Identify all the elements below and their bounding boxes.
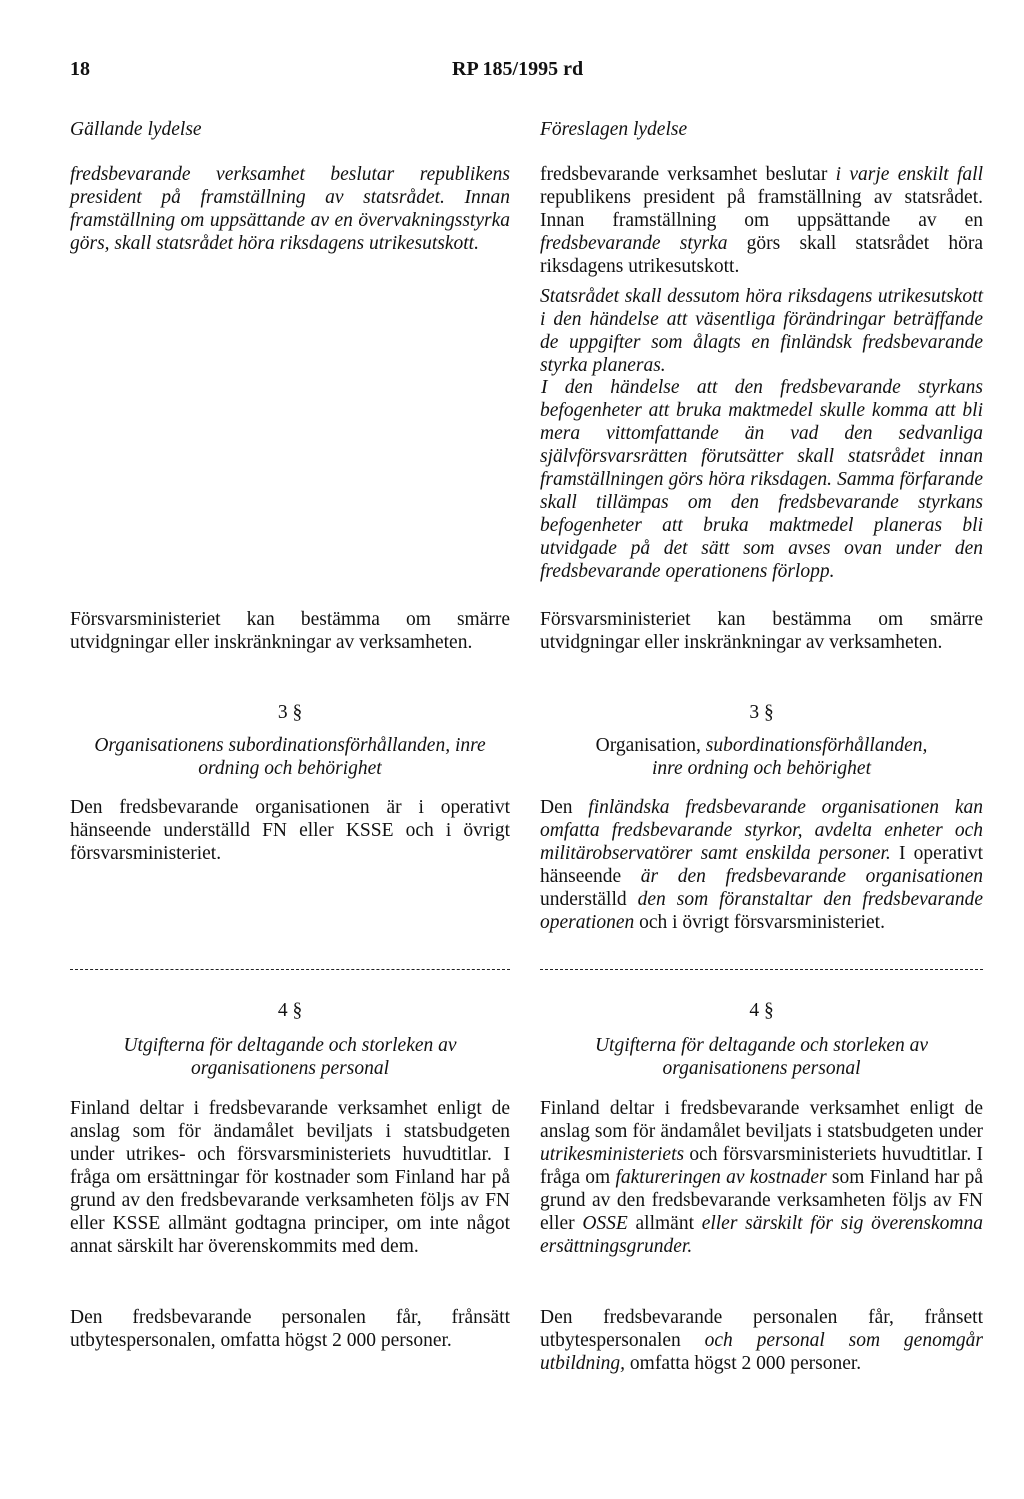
left-section-3-paragraph: Den fredsbevarande organisationen är i operativt hänseende underställd FN eller KSSE och i övrigt försvarsministeriet. xyxy=(70,797,510,864)
left-section-3-title: Organisationens subordinationsförhållanden, inre ordning och behörighet xyxy=(94,735,486,779)
right-paragraph-1: fredsbevarande verksamhet beslutar i varje enskilt fall republikens president på framställning av statsrådet. Innan framställning om uppsättande av en fredsbevarande styrka görs skall statsrådet höra riksdagens utrikesutskott. xyxy=(540,164,983,277)
right-paragraph-4: Försvarsministeriet kan bestämma om smärre utvidgningar eller inskränkningar av verksamheten. xyxy=(540,609,983,653)
right-section-4-title: Utgifterna för deltagande och storleken av organisationens personal xyxy=(594,1035,929,1079)
left-omission-divider xyxy=(70,969,510,970)
left-section-4-paragraph-2: Den fredsbevarande personalen får, frånsätt utbytespersonalen, omfatta högst 2 000 personer. xyxy=(70,1307,510,1351)
right-omission-divider xyxy=(540,969,983,970)
right-paragraph-2: Statsrådet skall dessutom höra riksdagens utrikesutskott i den händelse att väsentliga förändringar beträffande de uppgifter som ålagts en finländsk fredsbevarande styrka planeras. xyxy=(540,286,983,376)
left-paragraph-2: Försvarsministeriet kan bestämma om smärre utvidgningar eller inskränkningar av verksamheten. xyxy=(70,609,510,653)
left-section-4-number: 4 § xyxy=(277,1000,303,1021)
left-paragraph-1: fredsbevarande verksamhet beslutar republikens president på framställning av statsrådet. Innan framställning om uppsättande av en övervakningsstyrka görs, skall statsrådet höra riksdagens utrikesutskott. xyxy=(70,164,510,254)
left-section-4-title: Utgifterna för deltagande och storleken av organisationens personal xyxy=(123,1035,457,1079)
right-section-4-paragraph-2: Den fredsbevarande personalen får, frånsett utbytespersonalen och personal som genomgår utbildning, omfatta högst 2 000 personer. xyxy=(540,1307,983,1374)
page-number: 18 xyxy=(70,58,90,80)
left-section-4-paragraph-1: Finland deltar i fredsbevarande verksamhet enligt de anslag som för ändamålet beviljats i statsbudgeten under utrikes- och försvarsministeriets huvudtitlar. I fråga om ersättningar för kostnader som Finland har på grund av den fredsbevarande verksamheten följs av FN eller KSSE allmänt godtagna principer, om inte något annat särskilt har överenskommits med dem. xyxy=(70,1098,510,1257)
right-paragraph-3: I den händelse att den fredsbevarande styrkans befogenheter att bruka maktmedel skulle komma att bli mera vittomfattande än vad den sedvanliga självförsvarsrätten förutsätter skall statsrådet innan framställningen görs höra riksdagen. Samma förfarande skall tillämpas om den fredsbevarande styrkans befogenheter att bruka maktmedel planeras bli utvidgade på det sätt som avses ovan under den fredsbevarande operationens förlopp. xyxy=(540,377,983,582)
right-section-3-title: Organisation, subordinationsförhållanden, inre ordning och behörighet xyxy=(595,735,928,779)
right-column-title: Föreslagen lydelse xyxy=(540,119,688,140)
left-column-title: Gällande lydelse xyxy=(70,119,202,140)
right-section-3-paragraph: Den finländska fredsbevarande organisationen kan omfatta fredsbevarande styrkor, avdelta enheter och militärobservatörer samt enskilda personer. I operativt hänseende är den fredsbevarande organisationen underställd den som föranstaltar den fredsbevarande operationen och i övrigt försvarsministeriet. xyxy=(540,797,983,933)
right-section-3-number: 3 § xyxy=(749,702,774,723)
left-section-3-number: 3 § xyxy=(277,702,303,723)
right-section-4-paragraph-1: Finland deltar i fredsbevarande verksamhet enligt de anslag som för ändamålet beviljats i statsbudgeten under utrikesministeriets och försvarsministeriets huvudtitlar. I fråga om faktureringen av kostnader som Finland har på grund av den fredsbevarande verksamheten följs av FN eller OSSE allmänt eller särskilt för sig överenskomna ersättningsgrunder. xyxy=(540,1098,984,1257)
right-section-4-number: 4 § xyxy=(749,1000,774,1021)
document-id: RP 185/1995 rd xyxy=(452,58,584,80)
